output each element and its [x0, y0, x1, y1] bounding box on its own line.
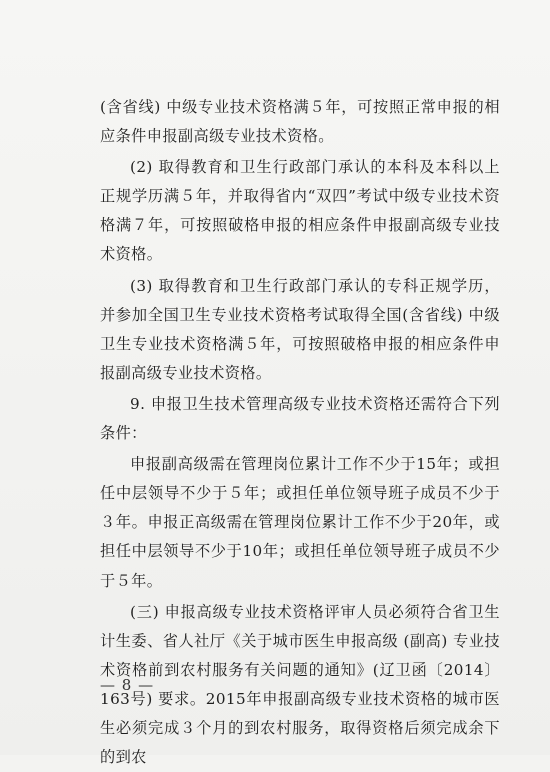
paragraph-6: (三) 申报高级专业技术资格评审人员必须符合省卫生计生委、省人社厅《关于城市医生申报高级 (副高) 专业技术资格前到农村服务有关问题的通知》(辽卫函〔2014〕163号) 要求。2015年申报副高级专业技术资格的城市医生必须完成３个月的到农村服务，取得资格后须完成余下的到农 — [100, 602, 500, 767]
paragraph-5: 申报副高级需在管理岗位累计工作不少于15年；或担任中层领导不少于５年；或担任单位领导班子成员不少于３年。申报正高级需在管理岗位累计工作不少于20年，或担任中层领导不少于10年；或担任单位领导班子成员不少于５年。 — [100, 455, 500, 590]
document-body — [100, 93, 500, 772]
paragraph-3: (3) 取得教育和卫生行政部门承认的专科正规学历，并参加全国卫生专业技术资格考试取得全国(含省线) 中级卫生专业技术资格满５年，可按照破格申报的相应条件申报副高级专业技术资格。 — [100, 276, 500, 382]
page-number: — 8 — — [100, 676, 155, 694]
paragraph-2: (2) 取得教育和卫生行政部门承认的本科及本科以上正规学历满５年，并取得省内“双四”考试中级专业技术资格满７年，可按照破格申报的相应条件申报副高级专业技术资格。 — [100, 158, 500, 264]
paragraph-4: 9. 申报卫生技术管理高级专业技术资格还需符合下列条件： — [100, 394, 500, 443]
paragraph-1: (含省线) 中级专业技术资格满５年，可按照正常申报的相应条件申报副高级专业技术资格。 — [100, 98, 500, 146]
